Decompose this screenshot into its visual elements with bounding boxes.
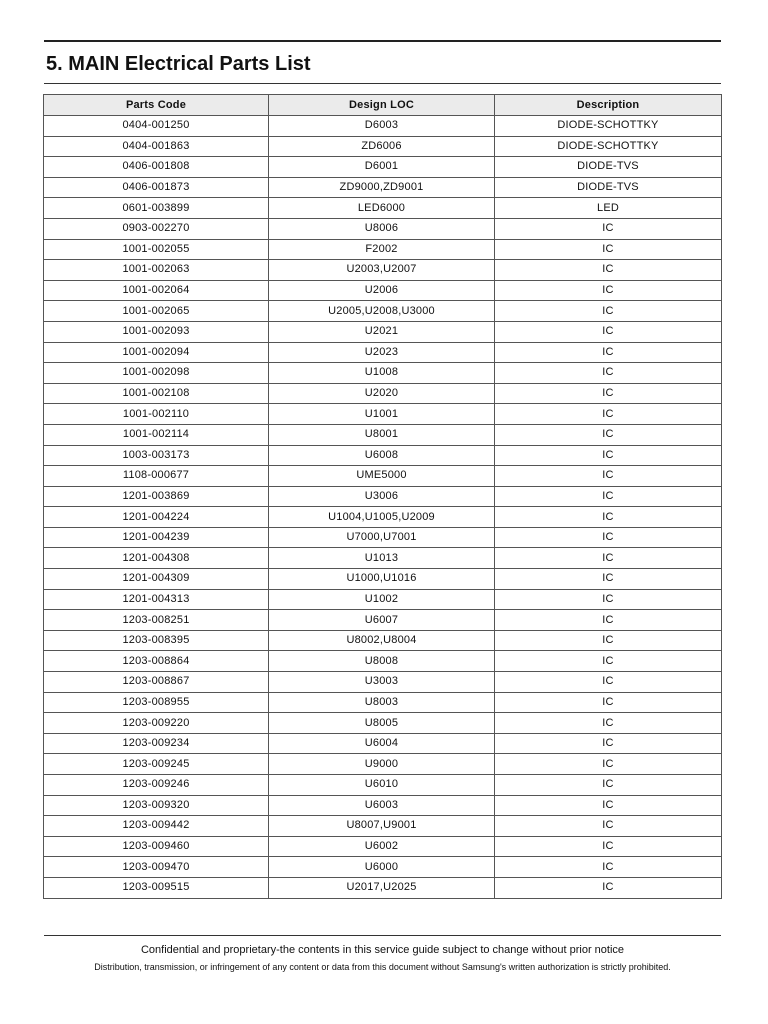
cell-parts-code: 1203-009460	[44, 836, 269, 857]
table-row	[44, 177, 722, 198]
cell-parts-code: 1201-003869	[44, 486, 269, 507]
footer-rule	[44, 935, 721, 936]
table-row	[44, 116, 722, 137]
cell-description: IC	[495, 486, 722, 507]
table-row	[44, 672, 722, 693]
table-row	[44, 589, 722, 610]
cell-design-loc: U8007,U9001	[269, 816, 495, 837]
cell-parts-code: 0601-003899	[44, 198, 269, 219]
cell-parts-code: 1001-002114	[44, 424, 269, 445]
cell-description: IC	[495, 527, 722, 548]
table-row	[44, 363, 722, 384]
table-row	[44, 733, 722, 754]
cell-description: DIODE-SCHOTTKY	[495, 116, 722, 137]
cell-design-loc: U2005,U2008,U3000	[269, 301, 495, 322]
cell-parts-code: 1203-009320	[44, 795, 269, 816]
cell-design-loc: U2017,U2025	[269, 877, 495, 898]
parts-table	[43, 94, 722, 899]
cell-description: IC	[495, 877, 722, 898]
cell-description: IC	[495, 445, 722, 466]
cell-parts-code: 1203-009220	[44, 713, 269, 734]
cell-design-loc: U6007	[269, 610, 495, 631]
cell-parts-code: 1001-002065	[44, 301, 269, 322]
table-row	[44, 630, 722, 651]
column-header-design-loc: Design LOC	[269, 95, 495, 116]
table-row	[44, 816, 722, 837]
table-row	[44, 877, 722, 898]
cell-description: IC	[495, 383, 722, 404]
cell-description: IC	[495, 260, 722, 281]
cell-parts-code: 1001-002108	[44, 383, 269, 404]
cell-description: IC	[495, 363, 722, 384]
cell-description: IC	[495, 424, 722, 445]
cell-description: IC	[495, 692, 722, 713]
cell-design-loc: U9000	[269, 754, 495, 775]
footer-confidential-notice: Confidential and proprietary-the contents in this service guide subject to change without prior notice	[140, 944, 625, 956]
cell-design-loc: U6002	[269, 836, 495, 857]
cell-parts-code: 1203-009470	[44, 857, 269, 878]
table-row	[44, 157, 722, 178]
table-row	[44, 424, 722, 445]
cell-parts-code: 1203-008867	[44, 672, 269, 693]
cell-design-loc: F2002	[269, 239, 495, 260]
cell-description: IC	[495, 548, 722, 569]
cell-parts-code: 1201-004224	[44, 507, 269, 528]
cell-parts-code: 1003-003173	[44, 445, 269, 466]
table-row	[44, 239, 722, 260]
cell-description: IC	[495, 857, 722, 878]
cell-design-loc: U8008	[269, 651, 495, 672]
cell-parts-code: 1001-002064	[44, 280, 269, 301]
cell-description: IC	[495, 218, 722, 239]
cell-design-loc: U8006	[269, 218, 495, 239]
cell-description: IC	[495, 672, 722, 693]
cell-parts-code: 1108-000677	[44, 466, 269, 487]
page-title: 5. MAIN Electrical Parts List	[46, 53, 311, 75]
cell-description: IC	[495, 733, 722, 754]
cell-description: IC	[495, 754, 722, 775]
table-row	[44, 610, 722, 631]
cell-description: IC	[495, 239, 722, 260]
table-header-row	[44, 95, 722, 116]
cell-design-loc: U1002	[269, 589, 495, 610]
cell-design-loc: U2006	[269, 280, 495, 301]
cell-design-loc: U7000,U7001	[269, 527, 495, 548]
table-row	[44, 445, 722, 466]
cell-description: IC	[495, 816, 722, 837]
cell-description: IC	[495, 713, 722, 734]
table-row	[44, 218, 722, 239]
cell-parts-code: 1001-002063	[44, 260, 269, 281]
cell-design-loc: ZD6006	[269, 136, 495, 157]
table-row	[44, 383, 722, 404]
cell-design-loc: U1004,U1005,U2009	[269, 507, 495, 528]
cell-parts-code: 1203-009515	[44, 877, 269, 898]
cell-description: DIODE-TVS	[495, 177, 722, 198]
table-row	[44, 342, 722, 363]
cell-description: IC	[495, 651, 722, 672]
table-row	[44, 280, 722, 301]
cell-description: LED	[495, 198, 722, 219]
column-header-description: Description	[495, 95, 722, 116]
cell-design-loc: U3006	[269, 486, 495, 507]
cell-description: IC	[495, 775, 722, 796]
cell-design-loc: D6001	[269, 157, 495, 178]
table-row	[44, 569, 722, 590]
table-row	[44, 260, 722, 281]
cell-parts-code: 1203-008864	[44, 651, 269, 672]
cell-description: DIODE-TVS	[495, 157, 722, 178]
cell-description: IC	[495, 342, 722, 363]
cell-description: IC	[495, 569, 722, 590]
table-row	[44, 692, 722, 713]
table-row	[44, 404, 722, 425]
cell-design-loc: U2023	[269, 342, 495, 363]
cell-description: IC	[495, 836, 722, 857]
cell-design-loc: U6003	[269, 795, 495, 816]
table-row	[44, 795, 722, 816]
parts-table-body	[44, 116, 722, 899]
cell-parts-code: 1201-004309	[44, 569, 269, 590]
cell-description: IC	[495, 466, 722, 487]
cell-design-loc: U1001	[269, 404, 495, 425]
cell-design-loc: U8003	[269, 692, 495, 713]
cell-design-loc: U2021	[269, 321, 495, 342]
cell-design-loc: U8001	[269, 424, 495, 445]
cell-description: IC	[495, 301, 722, 322]
top-rule	[44, 40, 721, 42]
cell-parts-code: 1203-009245	[44, 754, 269, 775]
cell-parts-code: 1201-004308	[44, 548, 269, 569]
cell-parts-code: 1001-002055	[44, 239, 269, 260]
table-row	[44, 548, 722, 569]
title-rule	[44, 83, 721, 84]
cell-description: IC	[495, 589, 722, 610]
table-row	[44, 713, 722, 734]
table-row	[44, 527, 722, 548]
table-row	[44, 775, 722, 796]
table-row	[44, 836, 722, 857]
cell-parts-code: 1203-008395	[44, 630, 269, 651]
cell-parts-code: 1203-009246	[44, 775, 269, 796]
cell-design-loc: UME5000	[269, 466, 495, 487]
cell-parts-code: 1203-008955	[44, 692, 269, 713]
column-header-parts-code: Parts Code	[44, 95, 269, 116]
cell-design-loc: U6000	[269, 857, 495, 878]
cell-description: IC	[495, 610, 722, 631]
cell-description: IC	[495, 280, 722, 301]
cell-description: IC	[495, 507, 722, 528]
cell-parts-code: 1201-004313	[44, 589, 269, 610]
table-row	[44, 651, 722, 672]
cell-parts-code: 1001-002098	[44, 363, 269, 384]
cell-parts-code: 0406-001873	[44, 177, 269, 198]
cell-design-loc: U6008	[269, 445, 495, 466]
cell-description: DIODE-SCHOTTKY	[495, 136, 722, 157]
table-row	[44, 301, 722, 322]
cell-design-loc: U3003	[269, 672, 495, 693]
cell-design-loc: U2020	[269, 383, 495, 404]
table-row	[44, 486, 722, 507]
cell-description: IC	[495, 795, 722, 816]
cell-parts-code: 1201-004239	[44, 527, 269, 548]
cell-design-loc: U8005	[269, 713, 495, 734]
cell-design-loc: U1008	[269, 363, 495, 384]
cell-description: IC	[495, 321, 722, 342]
cell-parts-code: 1203-009442	[44, 816, 269, 837]
cell-design-loc: U6010	[269, 775, 495, 796]
cell-description: IC	[495, 630, 722, 651]
footer-distribution-notice: Distribution, transmission, or infringement of any content or data from this document without Samsung's written authorization is strictly prohibited.	[94, 962, 671, 972]
cell-design-loc: U2003,U2007	[269, 260, 495, 281]
table-row	[44, 321, 722, 342]
cell-design-loc: ZD9000,ZD9001	[269, 177, 495, 198]
cell-parts-code: 1001-002093	[44, 321, 269, 342]
cell-design-loc: U6004	[269, 733, 495, 754]
cell-design-loc: U1013	[269, 548, 495, 569]
cell-parts-code: 1203-008251	[44, 610, 269, 631]
table-row	[44, 857, 722, 878]
cell-design-loc: LED6000	[269, 198, 495, 219]
table-row	[44, 466, 722, 487]
table-row	[44, 198, 722, 219]
table-row	[44, 507, 722, 528]
cell-parts-code: 0406-001808	[44, 157, 269, 178]
cell-parts-code: 0404-001250	[44, 116, 269, 137]
table-row	[44, 754, 722, 775]
cell-design-loc: U1000,U1016	[269, 569, 495, 590]
cell-design-loc: D6003	[269, 116, 495, 137]
cell-parts-code: 1001-002094	[44, 342, 269, 363]
cell-parts-code: 1001-002110	[44, 404, 269, 425]
cell-parts-code: 0404-001863	[44, 136, 269, 157]
table-row	[44, 136, 722, 157]
cell-parts-code: 1203-009234	[44, 733, 269, 754]
cell-description: IC	[495, 404, 722, 425]
cell-design-loc: U8002,U8004	[269, 630, 495, 651]
cell-parts-code: 0903-002270	[44, 218, 269, 239]
